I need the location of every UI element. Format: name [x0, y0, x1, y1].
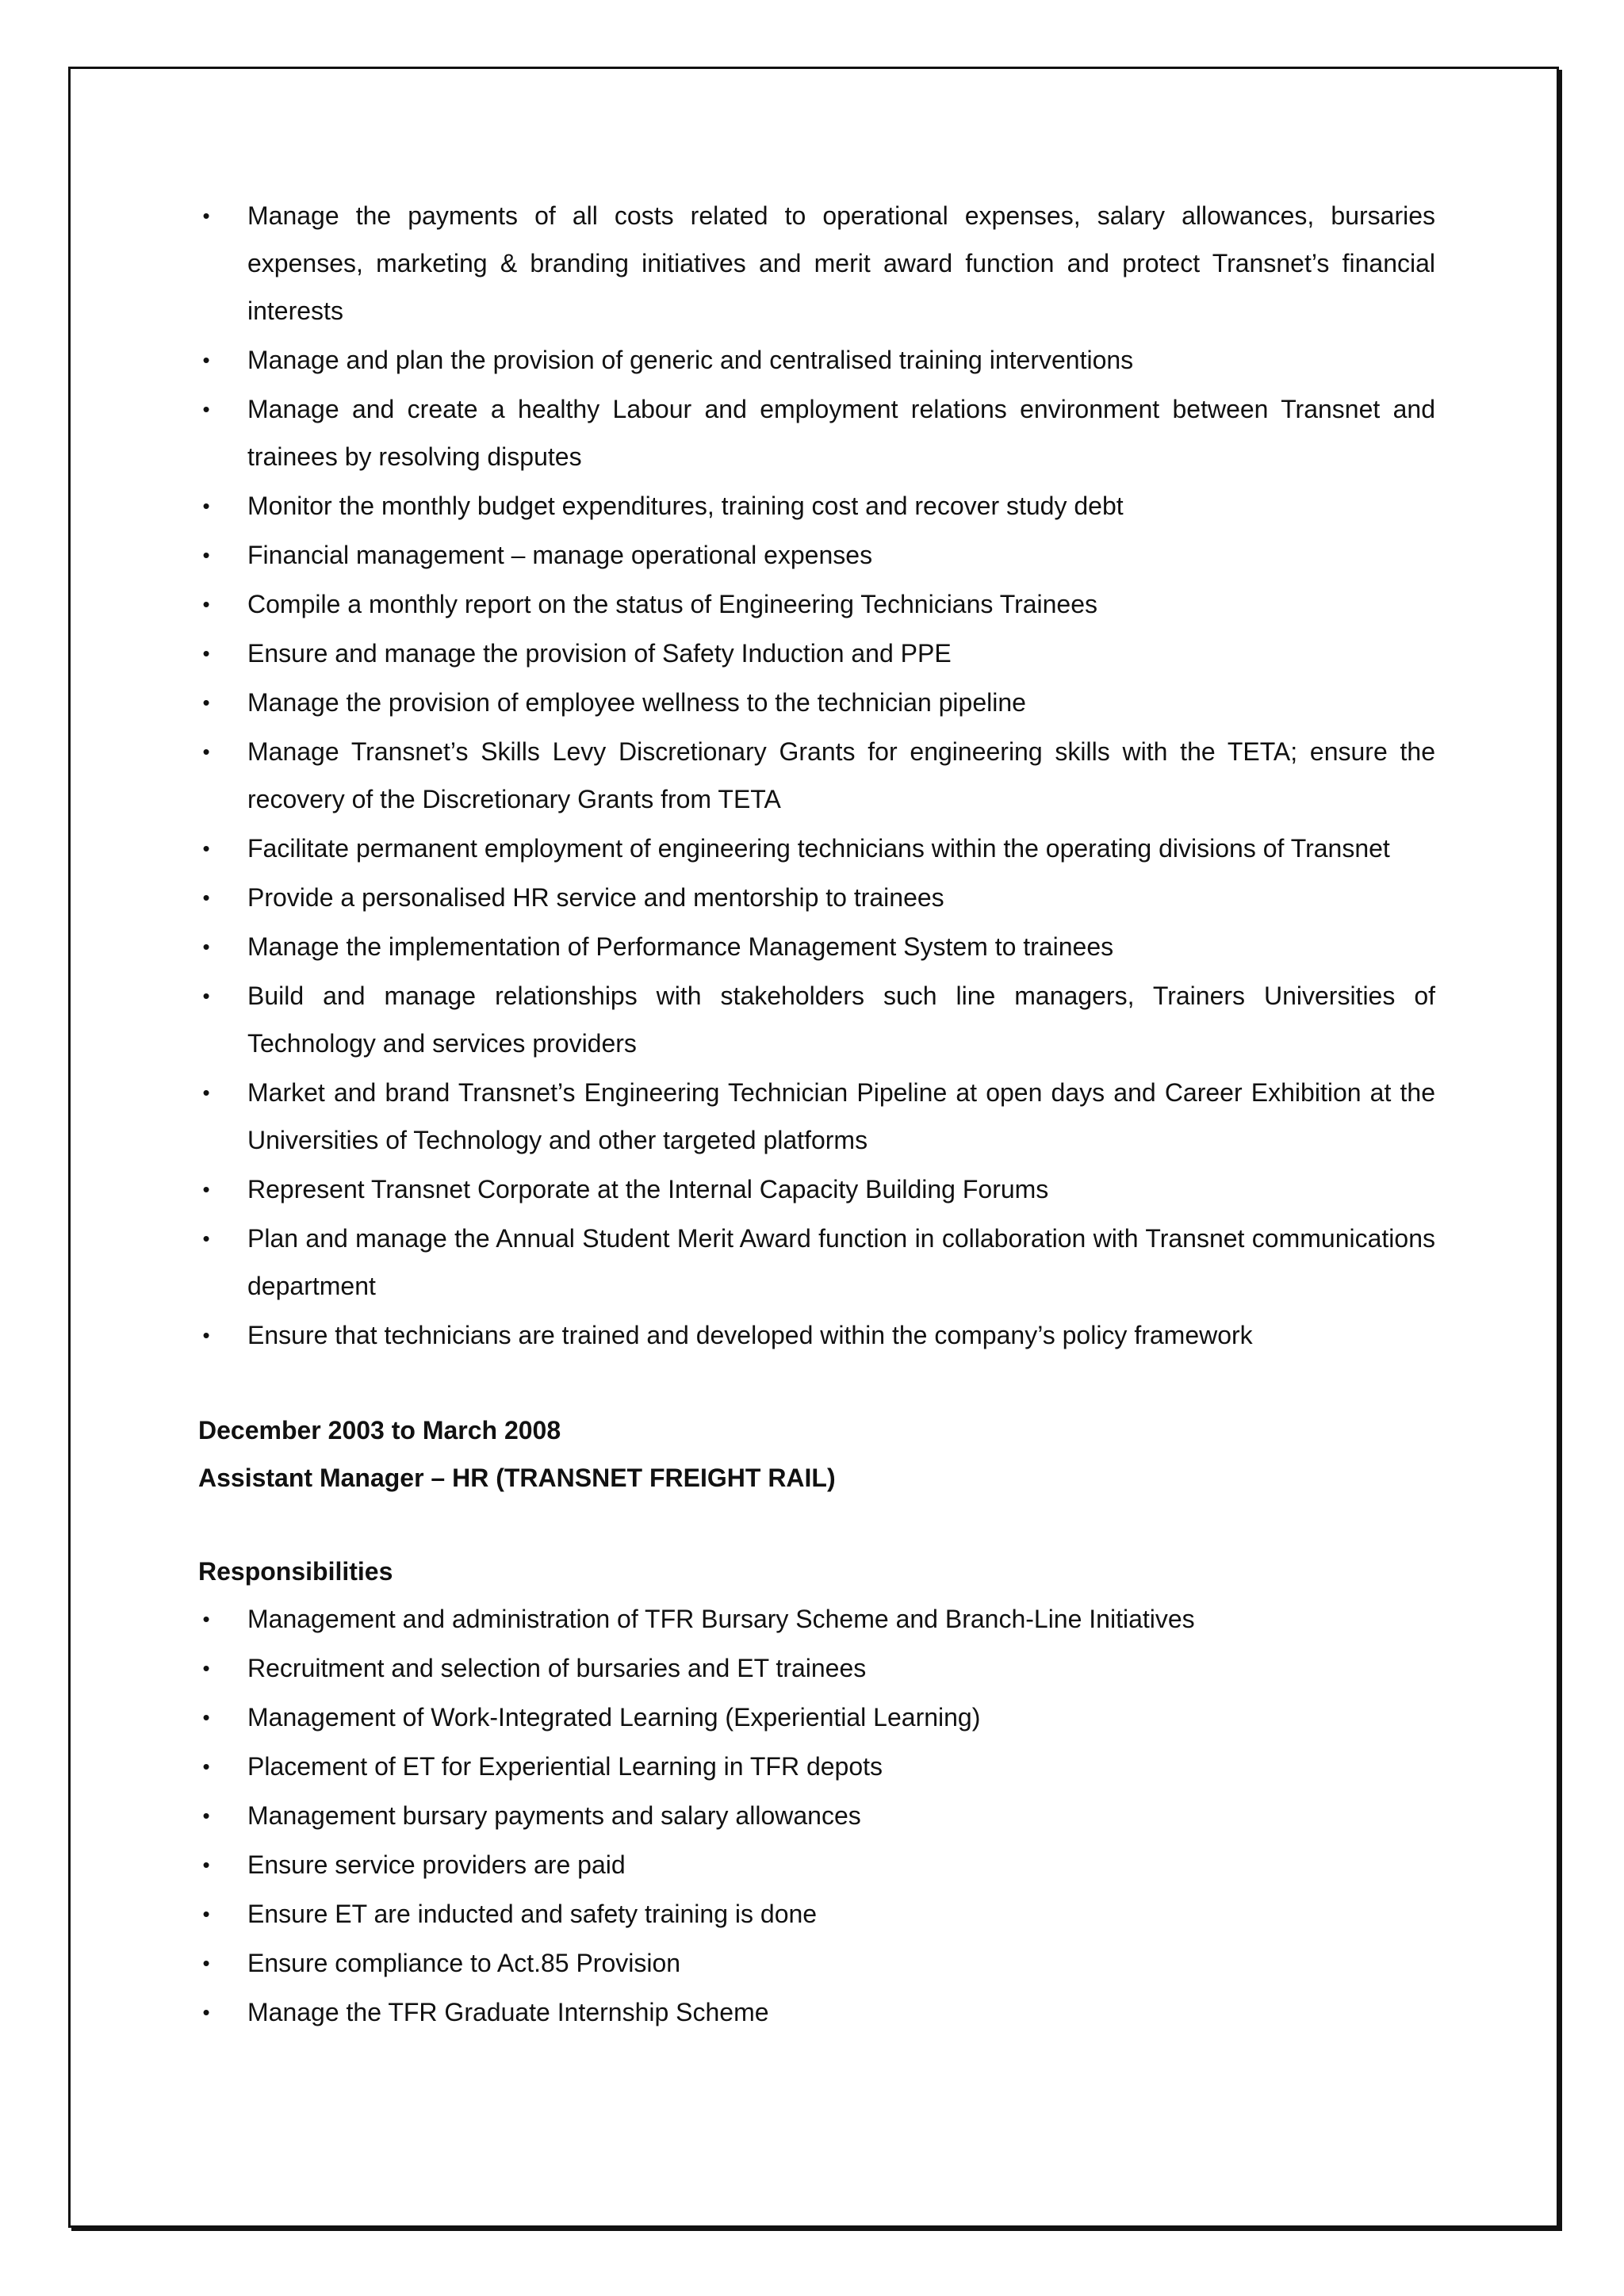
bullet-icon: • [202, 641, 210, 665]
list-item: • Provide a personalised HR service and mentorship to trainees [198, 874, 1435, 921]
list-item: • Compile a monthly report on the status of Engineering Technicians Trainees [198, 580, 1435, 628]
bullet-icon: • [202, 1656, 210, 1680]
bullet-icon: • [202, 1902, 210, 1926]
spacer [198, 1360, 1435, 1406]
list-item: • Financial management – manage operational expenses [198, 531, 1435, 579]
bullet-icon: • [202, 886, 210, 909]
bullet-icon: • [202, 1951, 210, 1975]
bullet-icon: • [202, 1177, 210, 1201]
list-item: • Build and manage relationships with stakeholders such line managers, Trainers Universities of Technology and services providers [198, 972, 1435, 1067]
list-item: • Management bursary payments and salary allowances [198, 1792, 1435, 1839]
list-item: • Manage Transnet’s Skills Levy Discretionary Grants for engineering skills with the TETA; ensure the recovery of the Discretionary Grants from TETA [198, 728, 1435, 823]
bullet-icon: • [202, 935, 210, 959]
bullet-icon: • [202, 204, 210, 228]
duties-list [198, 192, 1435, 1359]
document-content [198, 192, 1435, 2038]
list-item: • Manage and plan the provision of generic and centralised training interventions [198, 336, 1435, 384]
bullet-icon: • [202, 397, 210, 421]
bullet-icon: • [202, 691, 210, 714]
list-item: • Ensure compliance to Act.85 Provision [198, 1939, 1435, 1987]
list-item: • Manage the implementation of Performance Management System to trainees [198, 923, 1435, 970]
list-item: • Placement of ET for Experiential Learning in TFR depots [198, 1743, 1435, 1790]
bullet-icon: • [202, 2000, 210, 2024]
list-item: • Market and brand Transnet’s Engineering Technician Pipeline at open days and Career Exhibition at the Universities of Technology and other targeted platforms [198, 1069, 1435, 1164]
bullet-icon: • [202, 836, 210, 860]
bullet-icon: • [202, 740, 210, 763]
bullet-icon: • [202, 1607, 210, 1631]
list-item: • Monitor the monthly budget expenditures, training cost and recover study debt [198, 482, 1435, 530]
bullet-icon: • [202, 1323, 210, 1347]
bullet-icon: • [202, 348, 210, 372]
bullet-icon: • [202, 1705, 210, 1729]
list-item: • Facilitate permanent employment of engineering technicians within the operating divisions of Transnet [198, 825, 1435, 872]
list-item: • Management of Work-Integrated Learning (Experiential Learning) [198, 1693, 1435, 1741]
list-item: • Ensure ET are inducted and safety training is done [198, 1890, 1435, 1938]
bullet-icon: • [202, 1804, 210, 1827]
list-item: • Plan and manage the Annual Student Merit Award function in collaboration with Transnet communications department [198, 1215, 1435, 1310]
responsibilities-list [198, 1595, 1435, 2036]
job-title: Assistant Manager – HR (TRANSNET FREIGHT RAIL) [198, 1464, 836, 1492]
spacer [198, 1502, 1435, 1548]
bullet-icon: • [202, 1081, 210, 1104]
bullet-icon: • [202, 543, 210, 567]
bullet-icon: • [202, 1755, 210, 1778]
bullet-icon: • [202, 1226, 210, 1250]
list-item: • Ensure service providers are paid [198, 1841, 1435, 1888]
bullet-icon: • [202, 984, 210, 1008]
list-item: • Represent Transnet Corporate at the Internal Capacity Building Forums [198, 1165, 1435, 1213]
list-item: • Recruitment and selection of bursaries and ET trainees [198, 1644, 1435, 1692]
list-item: • Ensure and manage the provision of Safety Induction and PPE [198, 629, 1435, 677]
bullet-icon: • [202, 1853, 210, 1877]
bullet-icon: • [202, 494, 210, 518]
bullet-icon: • [202, 592, 210, 616]
list-item: • Manage and create a healthy Labour and employment relations environment between Transnet and trainees by resolving disputes [198, 385, 1435, 480]
list-item: • Manage the TFR Graduate Internship Scheme [198, 1988, 1435, 2036]
list-item: • Management and administration of TFR Bursary Scheme and Branch-Line Initiatives [198, 1595, 1435, 1643]
list-item: • Manage the payments of all costs related to operational expenses, salary allowances, bursaries expenses, marketing & branding initiatives and merit award function and protect Transnet’s financial interests [198, 192, 1435, 335]
list-item: • Ensure that technicians are trained and developed within the company’s policy framework [198, 1311, 1435, 1359]
responsibilities-heading: Responsibilities [198, 1557, 393, 1586]
list-item: • Manage the provision of employee wellness to the technician pipeline [198, 679, 1435, 726]
employment-period: December 2003 to March 2008 [198, 1416, 561, 1445]
